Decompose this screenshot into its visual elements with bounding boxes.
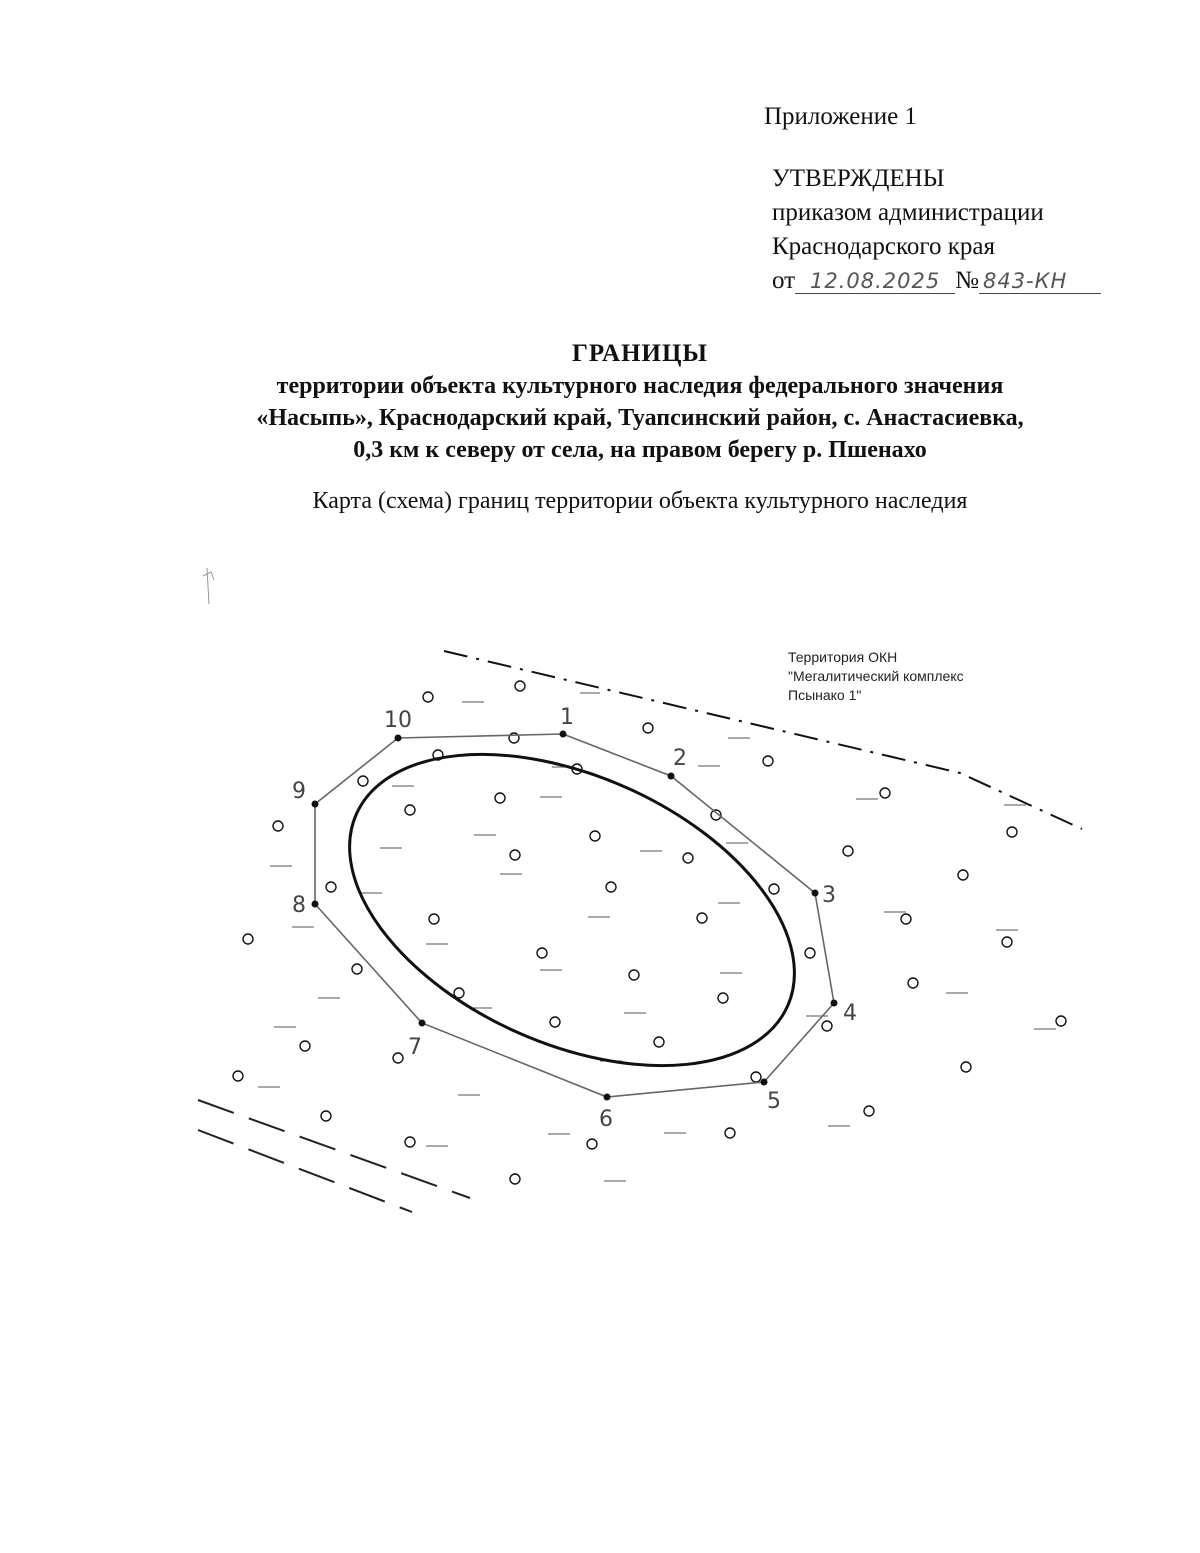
approved-heading: УТВЕРЖДЕНЫ xyxy=(772,165,945,192)
okn-label-line-1: Территория ОКН xyxy=(788,649,898,665)
okn-boundary-line xyxy=(444,651,1082,829)
object-outline-ellipse xyxy=(302,692,842,1129)
boundary-vertices xyxy=(312,731,838,1101)
boundary-vertex-6 xyxy=(604,1094,611,1101)
vertex-label-6: 6 xyxy=(599,1107,613,1132)
appendix-label: Приложение 1 xyxy=(764,103,917,130)
spot-elevation-markers xyxy=(233,681,1066,1184)
okn-territory-label xyxy=(788,648,964,705)
map-caption: Карта (схема) границ территории объекта культурного наследия xyxy=(312,488,968,514)
vertex-label-9: 9 xyxy=(292,779,306,804)
vertex-label-10: 10 xyxy=(384,708,412,733)
handwritten-date: 12.08.2025 xyxy=(795,269,955,294)
boundary-vertex-10 xyxy=(395,735,402,742)
title-line-2: «Насыпь», Краснодарский край, Туапсинский район, с. Анастасиевка, xyxy=(256,405,1024,431)
elevation-label-marks xyxy=(258,693,1056,1181)
north-arrow-icon xyxy=(203,568,214,604)
approved-by-order: приказом администрации xyxy=(772,199,1044,226)
number-label: № xyxy=(955,267,979,294)
boundary-vertex-5 xyxy=(761,1079,768,1086)
road-lines xyxy=(198,1100,470,1212)
title-line-1: территории объекта культурного наследия федерального значения xyxy=(276,373,1004,399)
vertex-label-2: 2 xyxy=(673,746,687,771)
vertex-label-5: 5 xyxy=(767,1089,781,1114)
vertex-label-8: 8 xyxy=(292,893,306,918)
vertex-label-4: 4 xyxy=(843,1001,857,1026)
boundary-vertex-8 xyxy=(312,901,319,908)
vertex-label-1: 1 xyxy=(560,705,574,730)
boundary-vertex-3 xyxy=(812,890,819,897)
title-line-3: 0,3 км к северу от села, на правом берегу р. Пшенахо xyxy=(353,437,927,463)
okn-label-line-3: Псынако 1" xyxy=(788,687,862,703)
title-main: ГРАНИЦЫ xyxy=(572,340,708,367)
okn-label-line-2: "Мегалитический комплекс xyxy=(788,668,964,684)
vertex-label-3: 3 xyxy=(822,883,836,908)
handwritten-number: 843-КН xyxy=(979,269,1101,294)
approved-region: Краснодарского края xyxy=(772,233,995,260)
boundary-vertex-1 xyxy=(560,731,567,738)
boundary-vertex-2 xyxy=(668,773,675,780)
vertex-label-7: 7 xyxy=(408,1035,422,1060)
from-label: от xyxy=(772,267,796,294)
boundary-vertex-4 xyxy=(831,1000,838,1007)
boundary-vertex-7 xyxy=(419,1020,426,1027)
boundary-vertex-9 xyxy=(312,801,319,808)
